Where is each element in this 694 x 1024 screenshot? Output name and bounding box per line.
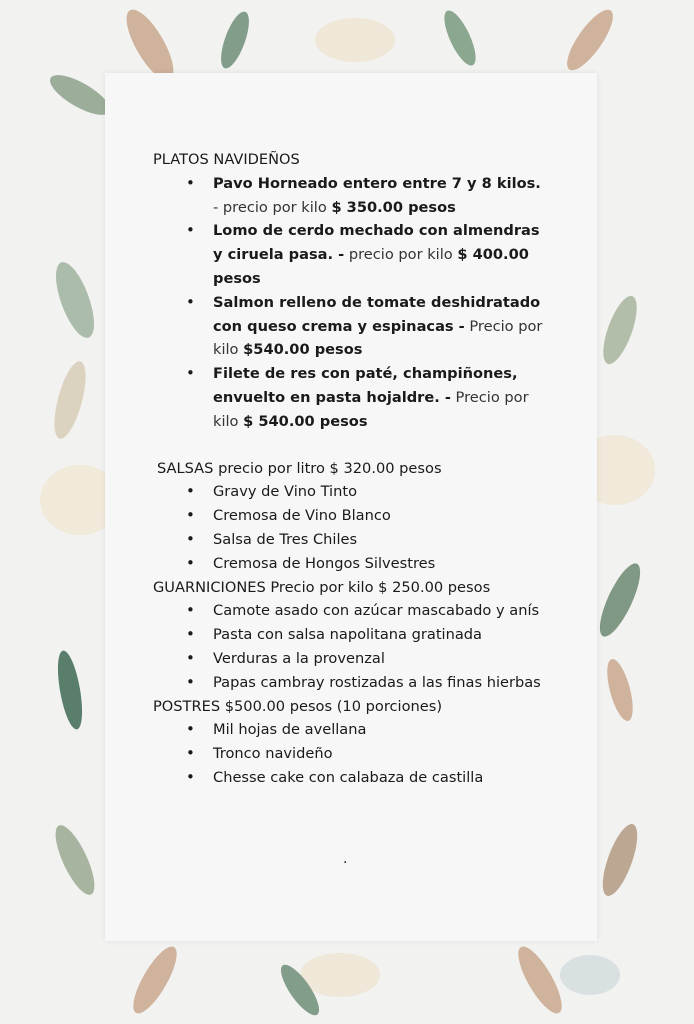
list-item: • Chesse cake con calabaza de castilla <box>213 766 553 790</box>
list-item: • Salmon relleno de tomate deshidratado con queso crema y espinacas - Precio por kilo $540.00 pesos <box>213 291 553 362</box>
list-item: • Salsa de Tres Chiles <box>213 528 553 552</box>
postres-list <box>153 718 553 789</box>
platos-list <box>153 172 553 434</box>
list-item: • Mil hojas de avellana <box>213 718 553 742</box>
list-item: • Lomo de cerdo mechado con almendras y ciruela pasa. - precio por kilo $ 400.00 pesos <box>213 219 553 290</box>
list-item: • Verduras a la provenzal <box>213 647 553 671</box>
list-item: • Cremosa de Vino Blanco <box>213 504 553 528</box>
list-item: • Papas cambray rostizadas a las finas hierbas <box>213 671 553 695</box>
list-item: • Cremosa de Hongos Silvestres <box>213 552 553 576</box>
platos-title: PLATOS NAVIDEÑOS <box>153 151 300 168</box>
guarniciones-list <box>153 599 553 694</box>
end-mark: . <box>343 851 348 867</box>
list-item: • Filete de res con paté, champiñones, envuelto en pasta hojaldre. - Precio por kilo $ 540.00 pesos <box>213 362 553 433</box>
list-item: • Pavo Horneado entero entre 7 y 8 kilos. - precio por kilo $ 350.00 pesos <box>213 172 553 220</box>
salsas-title: SALSAS precio por litro $ 320.00 pesos <box>157 459 442 477</box>
guarniciones-title: GUARNICIONES Precio por kilo $ 250.00 pesos <box>153 578 491 596</box>
list-item: • Pasta con salsa napolitana gratinada <box>213 623 553 647</box>
list-item: • Tronco navideño <box>213 742 553 766</box>
menu-content <box>153 148 553 790</box>
salsas-list <box>153 480 553 575</box>
postres-title: POSTRES $500.00 pesos (10 porciones) <box>153 697 443 715</box>
list-item: • Gravy de Vino Tinto <box>213 480 553 504</box>
list-item: • Camote asado con azúcar mascabado y anís <box>213 599 553 623</box>
